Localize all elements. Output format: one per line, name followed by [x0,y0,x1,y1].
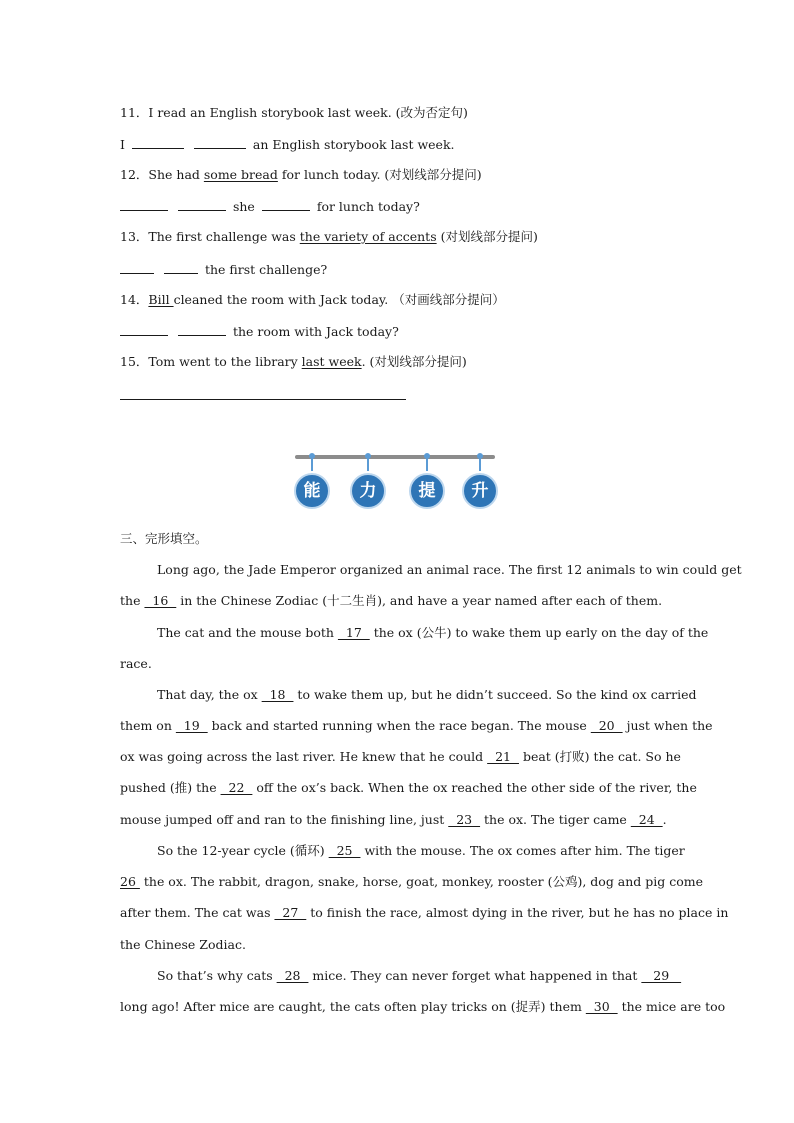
question-number: 14． [120,292,149,307]
answer-blank[interactable] [120,260,154,274]
passage-text: beat (打败) the cat. So he [518,749,681,764]
passage-text: mice. They can never forget what happened in that [308,968,642,983]
banner-peg [367,459,369,471]
passage-text: the mice are too [617,999,726,1014]
passage-text: back and started running when the race began. The mouse [207,718,591,733]
underlined-phrase: Bill [148,292,174,307]
passage-line [157,842,685,860]
passage-line [120,873,704,891]
cloze-blank-20[interactable]: 20 [590,718,623,733]
cloze-blank-24[interactable]: 24 [630,812,663,827]
passage-text: off the ox’s back. When the ox reached the other side of the river, the [252,780,697,795]
passage-text: long ago! After mice are caught, the cats often play tricks on (捉弄) them [120,999,586,1014]
question-11 [120,104,676,122]
answer-text: an English storybook last week. [252,137,455,152]
question-number: 11． [120,105,149,120]
cloze-blank-26[interactable]: 26 [120,874,140,889]
passage-line [120,717,713,735]
question-text: (对划线部分提问) [436,229,538,244]
ability-improvement-banner [290,449,500,513]
passage-text: So that’s why cats [157,968,277,983]
question-14 [120,291,676,309]
cloze-blank-23[interactable]: 23 [448,812,481,827]
passage-line [120,779,697,797]
question-text: I read an English storybook last week. (改为否定句) [148,105,468,120]
banner-peg [479,459,481,471]
banner-rail [295,455,495,459]
question-text: for lunch today. (对划线部分提问) [277,167,482,182]
underlined-phrase: the variety of accents [299,229,437,244]
cloze-blank-17[interactable]: 17 [337,625,370,640]
passage-text: them on [120,718,176,733]
passage-text: after them. The cat was [120,905,275,920]
cloze-blank-21[interactable]: 21 [487,749,519,764]
answer-text: for lunch today? [316,199,420,214]
banner-char-circle: 提 [409,473,445,509]
question-text: cleaned the room with Jack today. （对画线部分提问） [173,292,505,307]
banner-char-circle: 能 [294,473,330,509]
question-13 [120,228,676,246]
answer-text: she [232,199,255,214]
answer-text: the room with Jack today? [232,324,399,339]
answer-blank[interactable] [262,197,310,211]
cloze-blank-22[interactable]: 22 [220,780,253,795]
passage-text: in the Chinese Zodiac (十二生肖), and have a year named after each of them. [176,593,663,608]
passage-text: pushed (推) the [120,780,221,795]
answer-blank[interactable] [120,322,168,336]
answer-blank[interactable] [178,322,226,336]
passage-text: the ox. The rabbit, dragon, snake, horse, goat, monkey, rooster (公鸡), dog and pig come [139,874,704,889]
answer-text: the first challenge? [204,262,328,277]
answer-blank[interactable] [164,260,198,274]
answer-blank[interactable] [132,135,184,149]
answer-blank[interactable] [194,135,246,149]
answer-blank[interactable] [178,197,226,211]
passage-text: just when the [622,718,713,733]
passage-line: race. [120,656,152,671]
answer-line-13 [120,260,676,279]
answer-text: I [120,137,125,152]
passage-text: the ox (公牛) to wake them up early on the day of the [369,625,709,640]
passage-line [120,592,676,610]
cloze-blank-27[interactable]: 27 [274,905,307,920]
cloze-blank-19[interactable]: 19 [175,718,208,733]
passage-line [120,904,729,922]
passage-line [157,967,682,985]
passage-line [157,624,709,642]
underlined-phrase: last week [301,354,362,369]
cloze-blank-30[interactable]: 30 [585,999,618,1014]
cloze-blank-29[interactable]: 29 [641,968,682,983]
passage-line [120,748,681,766]
passage-line [120,998,726,1016]
banner-peg [426,459,428,471]
cloze-blank-16[interactable]: 16 [144,593,177,608]
passage-text: So the 12-year cycle (循环) [157,843,329,858]
question-number: 15． [120,354,149,369]
passage-line [120,811,676,829]
answer-line-14 [120,322,676,341]
answer-line-12 [120,197,676,216]
passage-text: the ox. The tiger came [480,812,631,827]
answer-line-15[interactable] [120,399,406,400]
passage-line [157,686,697,704]
question-text: The first challenge was [148,229,300,244]
question-12 [120,166,676,184]
cloze-blank-18[interactable]: 18 [261,687,294,702]
passage-text: to wake them up, but he didn’t succeed. So the kind ox carried [293,687,697,702]
underlined-phrase: some bread [203,167,278,182]
passage-text: The cat and the mouse both [157,625,338,640]
passage-text: ox was going across the last river. He knew that he could [120,749,488,764]
question-text: Tom went to the library [148,354,302,369]
passage-text: That day, the ox [157,687,262,702]
passage-text: . [662,812,667,827]
question-number: 12． [120,167,149,182]
banner-peg [311,459,313,471]
passage-text: to finish the race, almost dying in the river, but he has no place in [306,905,729,920]
answer-line-11 [120,135,676,154]
question-number: 13． [120,229,149,244]
passage-line: the Chinese Zodiac. [120,937,246,952]
question-15 [120,353,676,371]
question-text: She had [148,167,204,182]
passage-text: with the mouse. The ox comes after him. The tiger [360,843,685,858]
passage-line: Long ago, the Jade Emperor organized an animal race. The first 12 animals to win could get [157,562,742,577]
banner-char-circle: 升 [462,473,498,509]
passage-text: mouse jumped off and ran to the finishing line, just [120,812,449,827]
section-heading: 三、完形填空。 [120,531,208,546]
cloze-blank-28[interactable]: 28 [276,968,309,983]
banner-char-circle: 力 [350,473,386,509]
question-text: . (对划线部分提问) [361,354,467,369]
cloze-blank-25[interactable]: 25 [328,843,361,858]
answer-blank[interactable] [120,197,168,211]
passage-text: the [120,593,145,608]
